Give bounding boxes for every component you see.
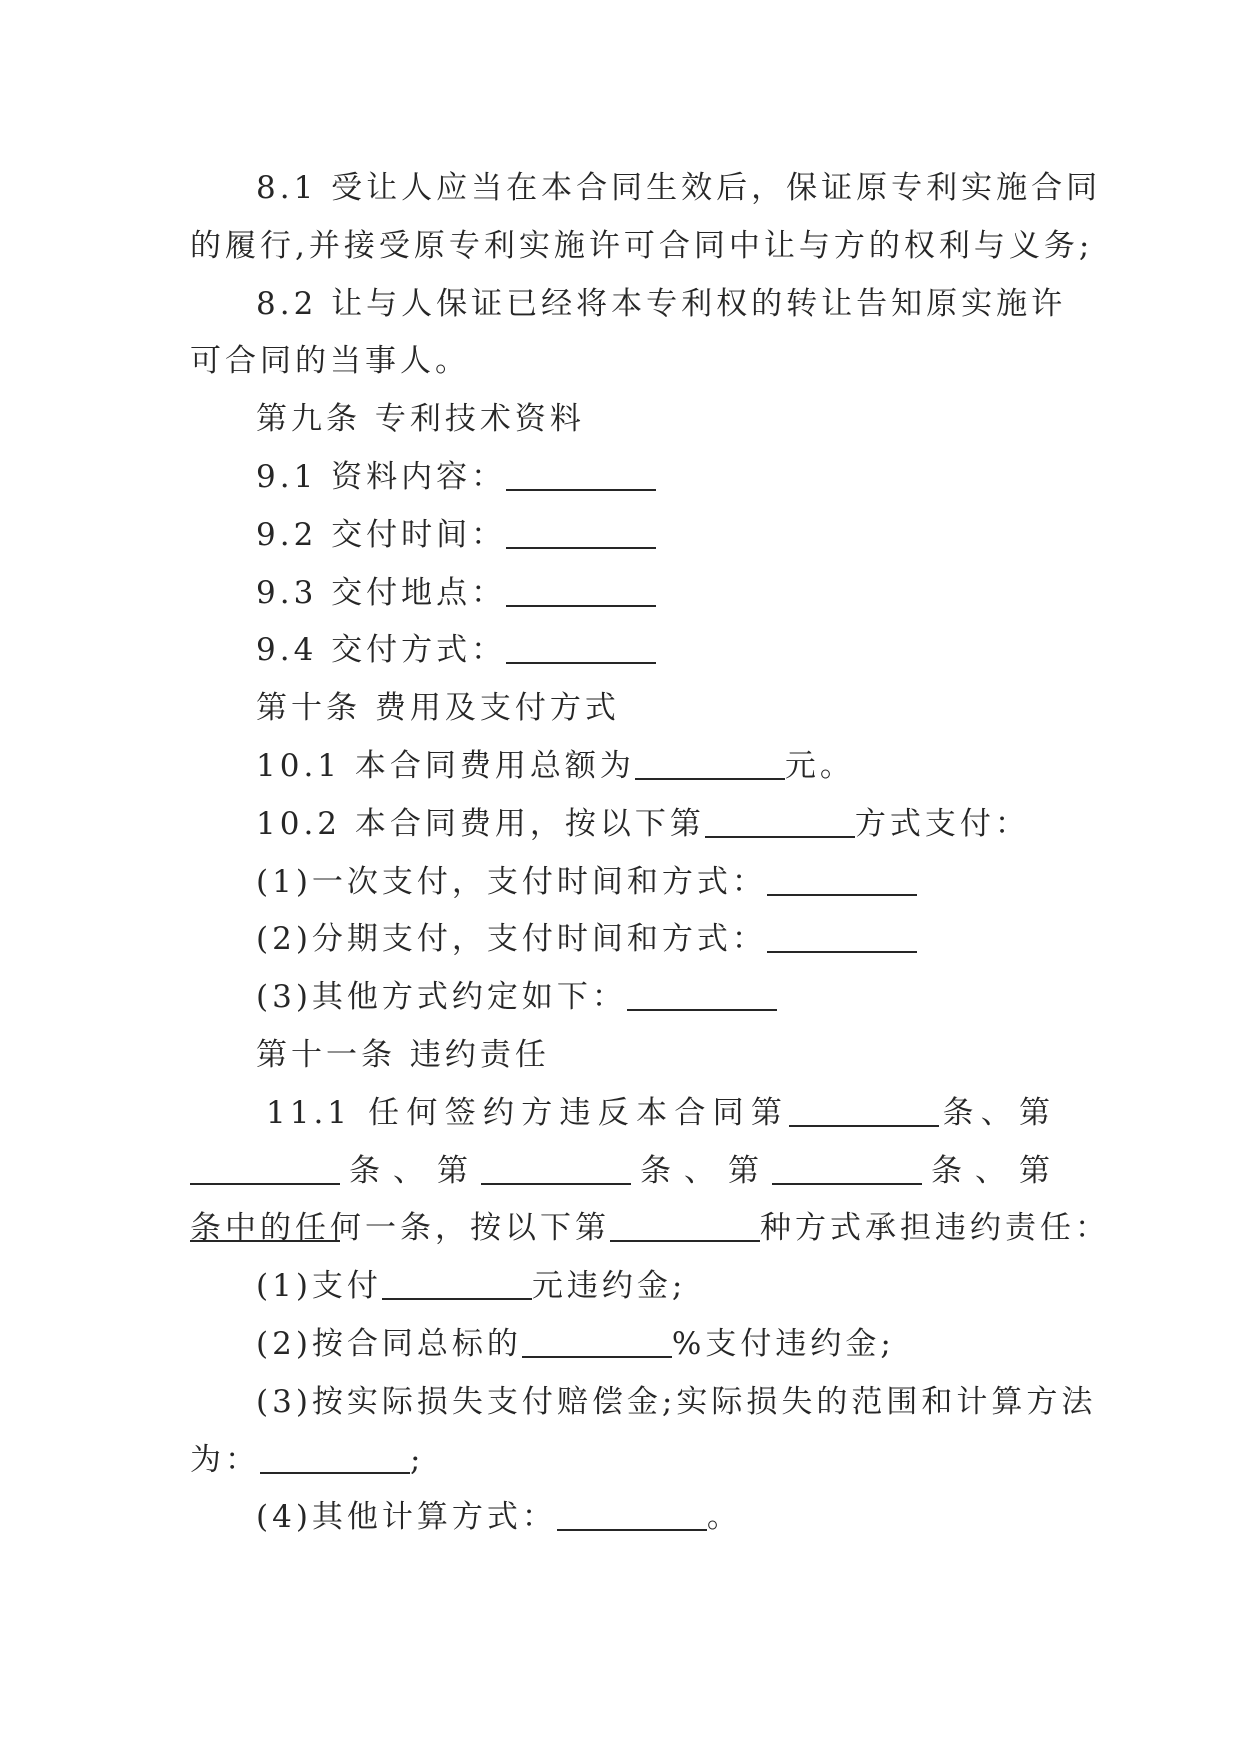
clause-9-3-label: 9.3 交付地点： <box>256 574 507 611</box>
fill-blank[interactable] <box>557 1528 707 1531</box>
clause-9-4-label: 9.4 交付方式： <box>256 632 507 669</box>
clause-10-2 <box>190 796 1054 854</box>
fill-blank[interactable] <box>789 1124 939 1127</box>
clause-9-2-label: 9.2 交付时间： <box>256 516 507 553</box>
fill-blank[interactable] <box>767 893 917 896</box>
clause-11-1-line-3-text: 条中的任何一条，按以下第 <box>190 1210 610 1247</box>
penalty-option-4-suffix: 。 <box>706 1499 742 1536</box>
clause-11-1-line-3 <box>190 1200 1110 1258</box>
payment-option-1-text: (1)一次支付，支付时间和方式： <box>256 863 767 900</box>
penalty-option-1-text: (1)支付 <box>256 1268 382 1305</box>
penalty-option-3-line-1: (3)按实际损失支付赔偿金;实际损失的范围和计算方法 <box>256 1383 1097 1420</box>
clause-10-1-text: 10.1 本合同费用总额为 <box>256 747 635 784</box>
clause-9-4 <box>190 622 1054 680</box>
clause-11-1-text: 11.1 任何签约方违反本合同第 <box>266 1094 790 1131</box>
fill-blank[interactable] <box>382 1297 532 1300</box>
clause-8-2-line-1: 8.2 让与人保证已经将本专利权的转让告知原实施许 <box>256 285 1067 322</box>
penalty-option-4 <box>190 1489 1054 1547</box>
penalty-option-1 <box>190 1258 1054 1316</box>
fill-blank[interactable] <box>260 1471 410 1474</box>
fill-blank[interactable] <box>481 1182 631 1185</box>
penalty-option-3-text: 为： <box>190 1441 260 1478</box>
fill-blank[interactable] <box>506 488 656 491</box>
article-11-heading: 第十一条 违约责任 <box>256 1036 550 1073</box>
fill-blank[interactable] <box>610 1239 760 1242</box>
clause-9-3 <box>190 565 1054 623</box>
fill-blank[interactable] <box>506 661 656 664</box>
payment-option-3-text: (3)其他方式约定如下： <box>256 979 627 1016</box>
payment-option-1 <box>190 854 1054 912</box>
clause-10-2-text: 10.2 本合同费用，按以下第 <box>256 805 705 842</box>
clause-10-1 <box>190 738 1054 796</box>
clause-9-1 <box>190 449 1054 507</box>
payment-option-3 <box>190 969 1054 1027</box>
clause-11-1-sep-2: 条、第 <box>631 1152 772 1189</box>
fill-blank[interactable] <box>522 1355 672 1358</box>
article-10-heading: 第十条 费用及支付方式 <box>256 690 620 727</box>
clause-9-2 <box>190 507 1054 565</box>
clause-11-1-sep-1: 条、第 <box>340 1152 481 1189</box>
contract-body <box>190 160 1110 1547</box>
fill-blank[interactable] <box>705 835 855 838</box>
fill-blank[interactable] <box>506 546 656 549</box>
fill-blank[interactable] <box>627 1008 777 1011</box>
fill-blank[interactable] <box>772 1182 922 1185</box>
clause-11-1-line-2 <box>190 1143 1054 1201</box>
clause-10-2-suffix: 方式支付： <box>854 805 1030 842</box>
clause-8-1-line-2: 的履行,并接受原专利实施许可合同中让与方的权利与义务; <box>190 227 1094 264</box>
clause-9-1-label: 9.1 资料内容： <box>256 458 507 495</box>
penalty-option-2 <box>190 1316 1054 1374</box>
penalty-option-3-suffix: ; <box>410 1441 425 1478</box>
penalty-option-2-suffix: %支付违约金; <box>671 1325 895 1362</box>
clause-11-1-line-3-suffix: 种方式承担违约责任： <box>760 1210 1110 1247</box>
clause-11-1-line-1 <box>190 1085 1054 1143</box>
clause-8-2-line-2: 可合同的当事人。 <box>190 343 470 380</box>
clause-11-1-sep-3: 条、第 <box>922 1152 1054 1189</box>
fill-blank[interactable] <box>506 604 656 607</box>
article-9-heading: 第九条 专利技术资料 <box>256 401 585 438</box>
payment-option-2-text: (2)分期支付，支付时间和方式： <box>256 921 767 958</box>
fill-blank[interactable] <box>767 950 917 953</box>
clause-11-1-suffix: 条、第 <box>939 1094 1054 1131</box>
fill-blank[interactable] <box>635 777 785 780</box>
clause-10-1-suffix: 元。 <box>784 747 855 784</box>
penalty-option-1-suffix: 元违约金; <box>531 1268 687 1305</box>
payment-option-2 <box>190 911 1054 969</box>
clause-8-1-line-1: 8.1 受让人应当在本合同生效后，保证原专利实施合同 <box>256 170 1102 206</box>
penalty-option-4-text: (4)其他计算方式： <box>256 1499 557 1536</box>
penalty-option-3-line-2 <box>190 1432 1054 1490</box>
penalty-option-2-text: (2)按合同总标的 <box>256 1325 522 1362</box>
fill-blank[interactable] <box>190 1182 340 1185</box>
